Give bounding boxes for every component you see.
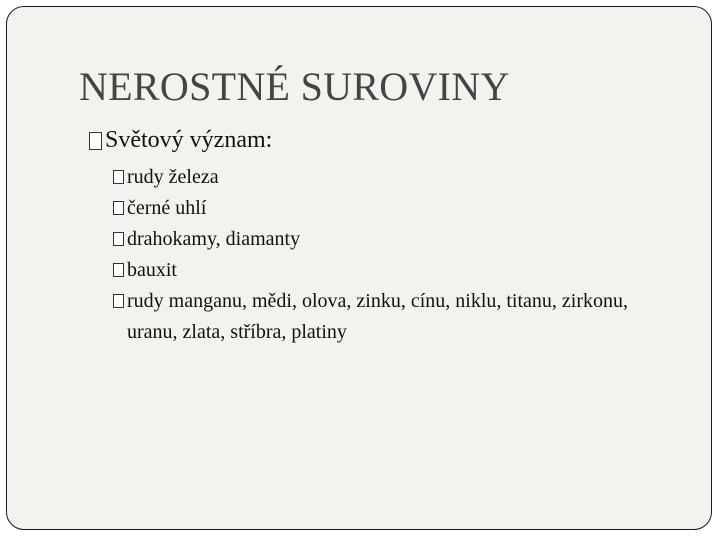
bullet-box-icon [113, 263, 124, 277]
slide-title: NEROSTNÉ SUROVINY [79, 64, 510, 109]
bullet-box-icon [113, 232, 124, 246]
main-bullet [89, 124, 272, 156]
sub-bullet-text: rudy železa [127, 166, 219, 188]
sub-bullet-text: rudy manganu, mědi, olova, zinku, cínu, niklu, titanu, zirkonu, uranu, zlata, stříbra, platiny [127, 290, 629, 343]
list-item [113, 255, 673, 286]
bullet-box-icon [113, 170, 124, 184]
main-bullet-text: Světový význam: [105, 127, 273, 153]
bullet-box-icon [89, 132, 102, 150]
list-item [113, 224, 673, 255]
sub-bullet-text: drahokamy, diamanty [127, 228, 301, 250]
bullet-box-icon [113, 294, 124, 308]
bullet-box-icon [113, 201, 124, 215]
sub-bullet-text: bauxit [127, 259, 177, 281]
sub-bullet-list [113, 162, 673, 348]
sub-bullet-text: černé uhlí [127, 197, 207, 219]
list-item [113, 193, 673, 224]
list-item [113, 162, 673, 193]
slide-frame [6, 6, 712, 530]
list-item [113, 286, 673, 348]
